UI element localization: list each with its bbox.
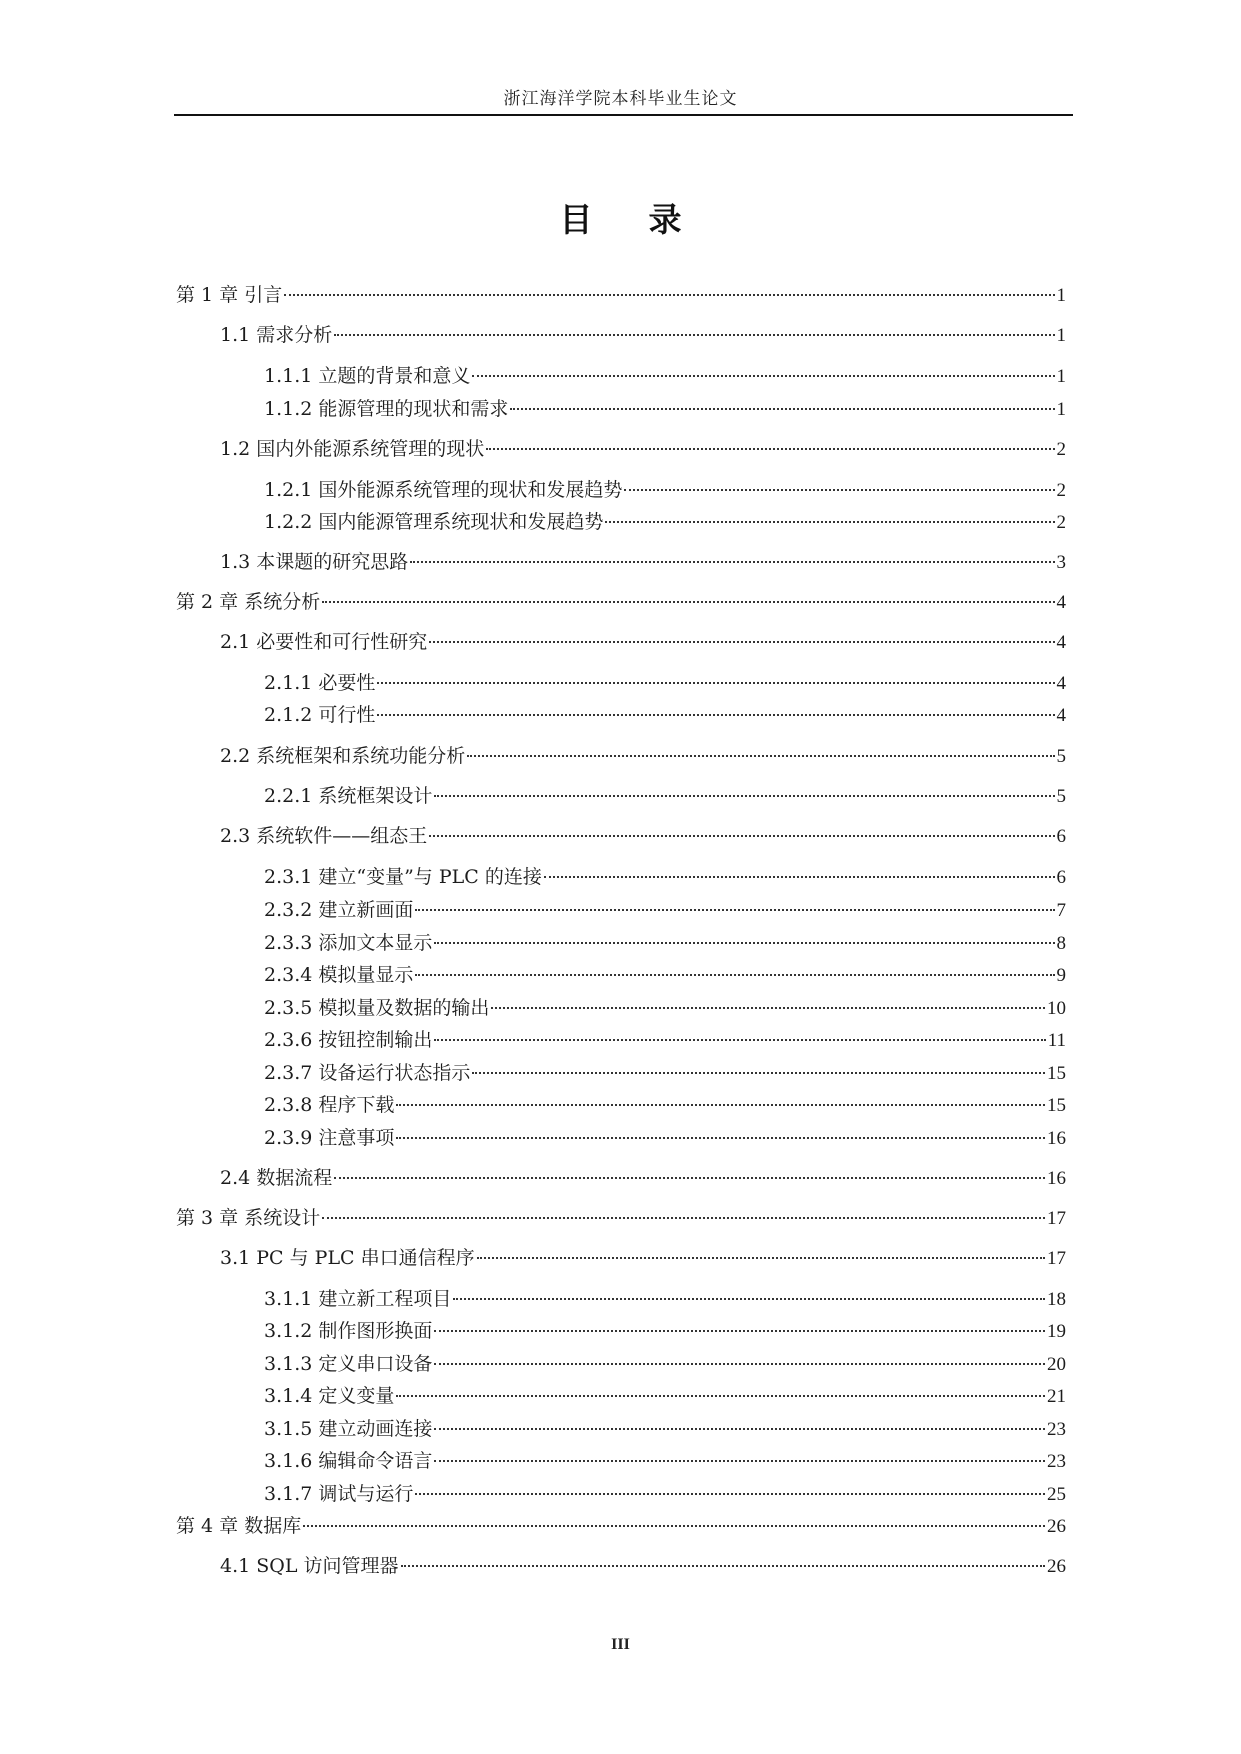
toc-entry-page: 18 bbox=[1047, 1289, 1066, 1310]
toc-entry-label: 1.1.2 能源管理的现状和需求 bbox=[264, 398, 509, 420]
toc-entry-label: 4.1 SQL 访问管理器 bbox=[220, 1555, 399, 1577]
dot-leader bbox=[434, 1039, 1045, 1041]
dot-leader bbox=[472, 1072, 1045, 1074]
toc-entry-label: 2.3.5 模拟量及数据的输出 bbox=[264, 997, 490, 1019]
toc-entry bbox=[220, 1165, 1066, 1192]
toc-entry bbox=[176, 1513, 1066, 1540]
dot-leader bbox=[429, 835, 1054, 837]
toc-entry bbox=[264, 1286, 1066, 1313]
toc-entry-label: 2.1 必要性和可行性研究 bbox=[220, 631, 428, 653]
toc-entry-label: 2.1.1 必要性 bbox=[264, 672, 376, 694]
toc-entry-page: 4 bbox=[1056, 705, 1066, 726]
dot-leader bbox=[415, 1493, 1045, 1495]
toc-entry bbox=[264, 1060, 1066, 1087]
dot-leader bbox=[434, 942, 1054, 944]
toc-entry bbox=[264, 1027, 1066, 1054]
dot-leader bbox=[303, 1525, 1045, 1527]
toc-entry-page: 11 bbox=[1047, 1030, 1066, 1051]
toc-entry-page: 5 bbox=[1056, 746, 1066, 767]
dot-leader bbox=[434, 1330, 1045, 1332]
dot-leader bbox=[434, 795, 1054, 797]
toc-entry-label: 2.3.4 模拟量显示 bbox=[264, 964, 414, 986]
toc-entry-label: 2.4 数据流程 bbox=[220, 1167, 333, 1189]
dot-leader bbox=[624, 489, 1054, 491]
dot-leader bbox=[477, 1257, 1045, 1259]
toc-entry bbox=[264, 864, 1066, 891]
dot-leader bbox=[544, 876, 1055, 878]
toc-entry bbox=[264, 477, 1066, 504]
toc-entry-page: 26 bbox=[1047, 1556, 1066, 1577]
toc-entry bbox=[220, 322, 1066, 349]
toc-entry bbox=[220, 743, 1066, 770]
toc-entry bbox=[264, 1481, 1066, 1508]
toc-entry-label: 1.2.2 国内能源管理系统现状和发展趋势 bbox=[264, 511, 604, 533]
dot-leader bbox=[377, 682, 1054, 684]
toc-entry-page: 2 bbox=[1056, 512, 1066, 533]
toc-entry-page: 17 bbox=[1047, 1208, 1066, 1229]
toc-entry-label: 3.1.2 制作图形换面 bbox=[264, 1320, 433, 1342]
toc-entry bbox=[264, 783, 1066, 810]
toc-entry bbox=[264, 702, 1066, 729]
toc-entry bbox=[264, 1416, 1066, 1443]
toc-entry bbox=[264, 962, 1066, 989]
toc-entry-label: 1.2.1 国外能源系统管理的现状和发展趋势 bbox=[264, 479, 623, 501]
dot-leader bbox=[491, 1007, 1045, 1009]
dot-leader bbox=[434, 1460, 1045, 1462]
toc-entry-label: 1.1 需求分析 bbox=[220, 324, 333, 346]
toc-entry-label: 3.1.3 定义串口设备 bbox=[264, 1353, 433, 1375]
toc-entry-page: 15 bbox=[1047, 1063, 1066, 1084]
toc-entry-page: 8 bbox=[1056, 933, 1066, 954]
toc-entry-page: 26 bbox=[1047, 1516, 1066, 1537]
toc-entry-label: 3.1.7 调试与运行 bbox=[264, 1483, 414, 1505]
toc-entry bbox=[264, 1351, 1066, 1378]
toc-entry-page: 19 bbox=[1047, 1321, 1066, 1342]
toc-entry-label: 第 3 章 系统设计 bbox=[176, 1207, 321, 1229]
toc-entry bbox=[220, 1245, 1066, 1272]
toc-entry-label: 2.3.8 程序下载 bbox=[264, 1094, 395, 1116]
toc-entry bbox=[264, 930, 1066, 957]
dot-leader bbox=[396, 1395, 1045, 1397]
toc-entry-page: 3 bbox=[1056, 552, 1066, 573]
dot-leader bbox=[605, 521, 1054, 523]
toc-entry-page: 1 bbox=[1056, 366, 1066, 387]
toc-title: 目录 bbox=[559, 200, 738, 239]
toc-entry-label: 2.2.1 系统框架设计 bbox=[264, 785, 433, 807]
dot-leader bbox=[396, 1137, 1045, 1139]
toc-entry-page: 17 bbox=[1047, 1248, 1066, 1269]
toc-entry bbox=[264, 1125, 1066, 1152]
toc-entry-page: 1 bbox=[1056, 399, 1066, 420]
toc-entry-page: 1 bbox=[1056, 285, 1066, 306]
toc-entry-label: 3.1.5 建立动画连接 bbox=[264, 1418, 433, 1440]
toc-entry bbox=[264, 1318, 1066, 1345]
toc-entry-page: 6 bbox=[1056, 826, 1066, 847]
toc-entry-label: 1.3 本课题的研究思路 bbox=[220, 551, 409, 573]
toc-entry-label: 2.3.1 建立“变量”与 PLC 的连接 bbox=[264, 866, 542, 888]
toc-entry-label: 2.3.3 添加文本显示 bbox=[264, 932, 433, 954]
toc-entry bbox=[264, 396, 1066, 423]
dot-leader bbox=[322, 601, 1054, 603]
toc-entry-page: 25 bbox=[1047, 1484, 1066, 1505]
toc-entry bbox=[264, 509, 1066, 536]
toc-entry-page: 23 bbox=[1047, 1451, 1066, 1472]
dot-leader bbox=[467, 755, 1054, 757]
dot-leader bbox=[486, 448, 1054, 450]
toc-entry-page: 23 bbox=[1047, 1419, 1066, 1440]
toc-entry-label: 2.3.7 设备运行状态指示 bbox=[264, 1062, 471, 1084]
toc-entry-page: 16 bbox=[1047, 1128, 1066, 1149]
toc-entry-page: 21 bbox=[1047, 1386, 1066, 1407]
toc-entry bbox=[220, 436, 1066, 463]
toc-entry-label: 第 2 章 系统分析 bbox=[176, 591, 321, 613]
toc-entry bbox=[220, 1553, 1066, 1580]
toc-entry-page: 10 bbox=[1047, 998, 1066, 1019]
toc-entry bbox=[264, 897, 1066, 924]
toc-entry-label: 第 4 章 数据库 bbox=[176, 1515, 302, 1537]
dot-leader bbox=[453, 1298, 1045, 1300]
toc-entry bbox=[176, 589, 1066, 616]
dot-leader bbox=[415, 974, 1054, 976]
page-header: 浙江海洋学院本科毕业生论文 bbox=[503, 89, 738, 109]
toc-entry-label: 3.1.4 定义变量 bbox=[264, 1385, 395, 1407]
toc-entry-label: 3.1.6 编辑命令语言 bbox=[264, 1450, 433, 1472]
toc-entry bbox=[264, 995, 1066, 1022]
toc-entry-label: 3.1.1 建立新工程项目 bbox=[264, 1288, 452, 1310]
dot-leader bbox=[322, 1217, 1045, 1219]
toc-entry-label: 2.1.2 可行性 bbox=[264, 704, 376, 726]
toc-entry-label: 2.2 系统框架和系统功能分析 bbox=[220, 745, 466, 767]
toc-entry bbox=[264, 1448, 1066, 1475]
toc-entry-label: 2.3 系统软件——组态王 bbox=[220, 825, 428, 847]
dot-leader bbox=[429, 641, 1054, 643]
toc-entry-label: 第 1 章 引言 bbox=[176, 284, 283, 306]
dot-leader bbox=[415, 909, 1054, 911]
toc-entry-page: 4 bbox=[1056, 673, 1066, 694]
dot-leader bbox=[434, 1363, 1045, 1365]
dot-leader bbox=[472, 375, 1054, 377]
toc-entry bbox=[220, 549, 1066, 576]
dot-leader bbox=[284, 294, 1054, 296]
toc-entry bbox=[176, 282, 1066, 309]
dot-leader bbox=[434, 1428, 1045, 1430]
toc-entry bbox=[264, 1383, 1066, 1410]
toc-entry bbox=[264, 670, 1066, 697]
toc-entry-page: 15 bbox=[1047, 1095, 1066, 1116]
toc-entry-label: 2.3.6 按钮控制输出 bbox=[264, 1029, 433, 1051]
toc-entry-page: 9 bbox=[1056, 965, 1066, 986]
toc-entry-page: 2 bbox=[1056, 439, 1066, 460]
dot-leader bbox=[334, 334, 1054, 336]
toc-entry-page: 4 bbox=[1056, 632, 1066, 653]
toc-entry-label: 2.3.2 建立新画面 bbox=[264, 899, 414, 921]
dot-leader bbox=[396, 1104, 1045, 1106]
toc-entry-page: 20 bbox=[1047, 1354, 1066, 1375]
toc-entry-page: 1 bbox=[1056, 325, 1066, 346]
toc-entry-label: 1.1.1 立题的背景和意义 bbox=[264, 365, 471, 387]
toc-entry bbox=[220, 629, 1066, 656]
page-number: III bbox=[611, 1636, 630, 1653]
dot-leader bbox=[334, 1177, 1045, 1179]
toc-entry bbox=[176, 1205, 1066, 1232]
toc-entry-page: 2 bbox=[1056, 480, 1066, 501]
toc-entry-page: 16 bbox=[1047, 1168, 1066, 1189]
dot-leader bbox=[401, 1565, 1045, 1567]
toc-entry bbox=[264, 363, 1066, 390]
toc-entry-label: 2.3.9 注意事项 bbox=[264, 1127, 395, 1149]
toc-entry bbox=[264, 1092, 1066, 1119]
toc-entry-page: 5 bbox=[1056, 786, 1066, 807]
dot-leader bbox=[377, 714, 1054, 716]
dot-leader bbox=[410, 561, 1054, 563]
toc-entry-page: 6 bbox=[1056, 867, 1066, 888]
toc-entry-page: 4 bbox=[1056, 592, 1066, 613]
toc-entry-page: 7 bbox=[1056, 900, 1066, 921]
dot-leader bbox=[510, 408, 1054, 410]
toc-entry-label: 1.2 国内外能源系统管理的现状 bbox=[220, 438, 485, 460]
toc-entry-label: 3.1 PC 与 PLC 串口通信程序 bbox=[220, 1247, 475, 1269]
toc-entry bbox=[220, 823, 1066, 850]
